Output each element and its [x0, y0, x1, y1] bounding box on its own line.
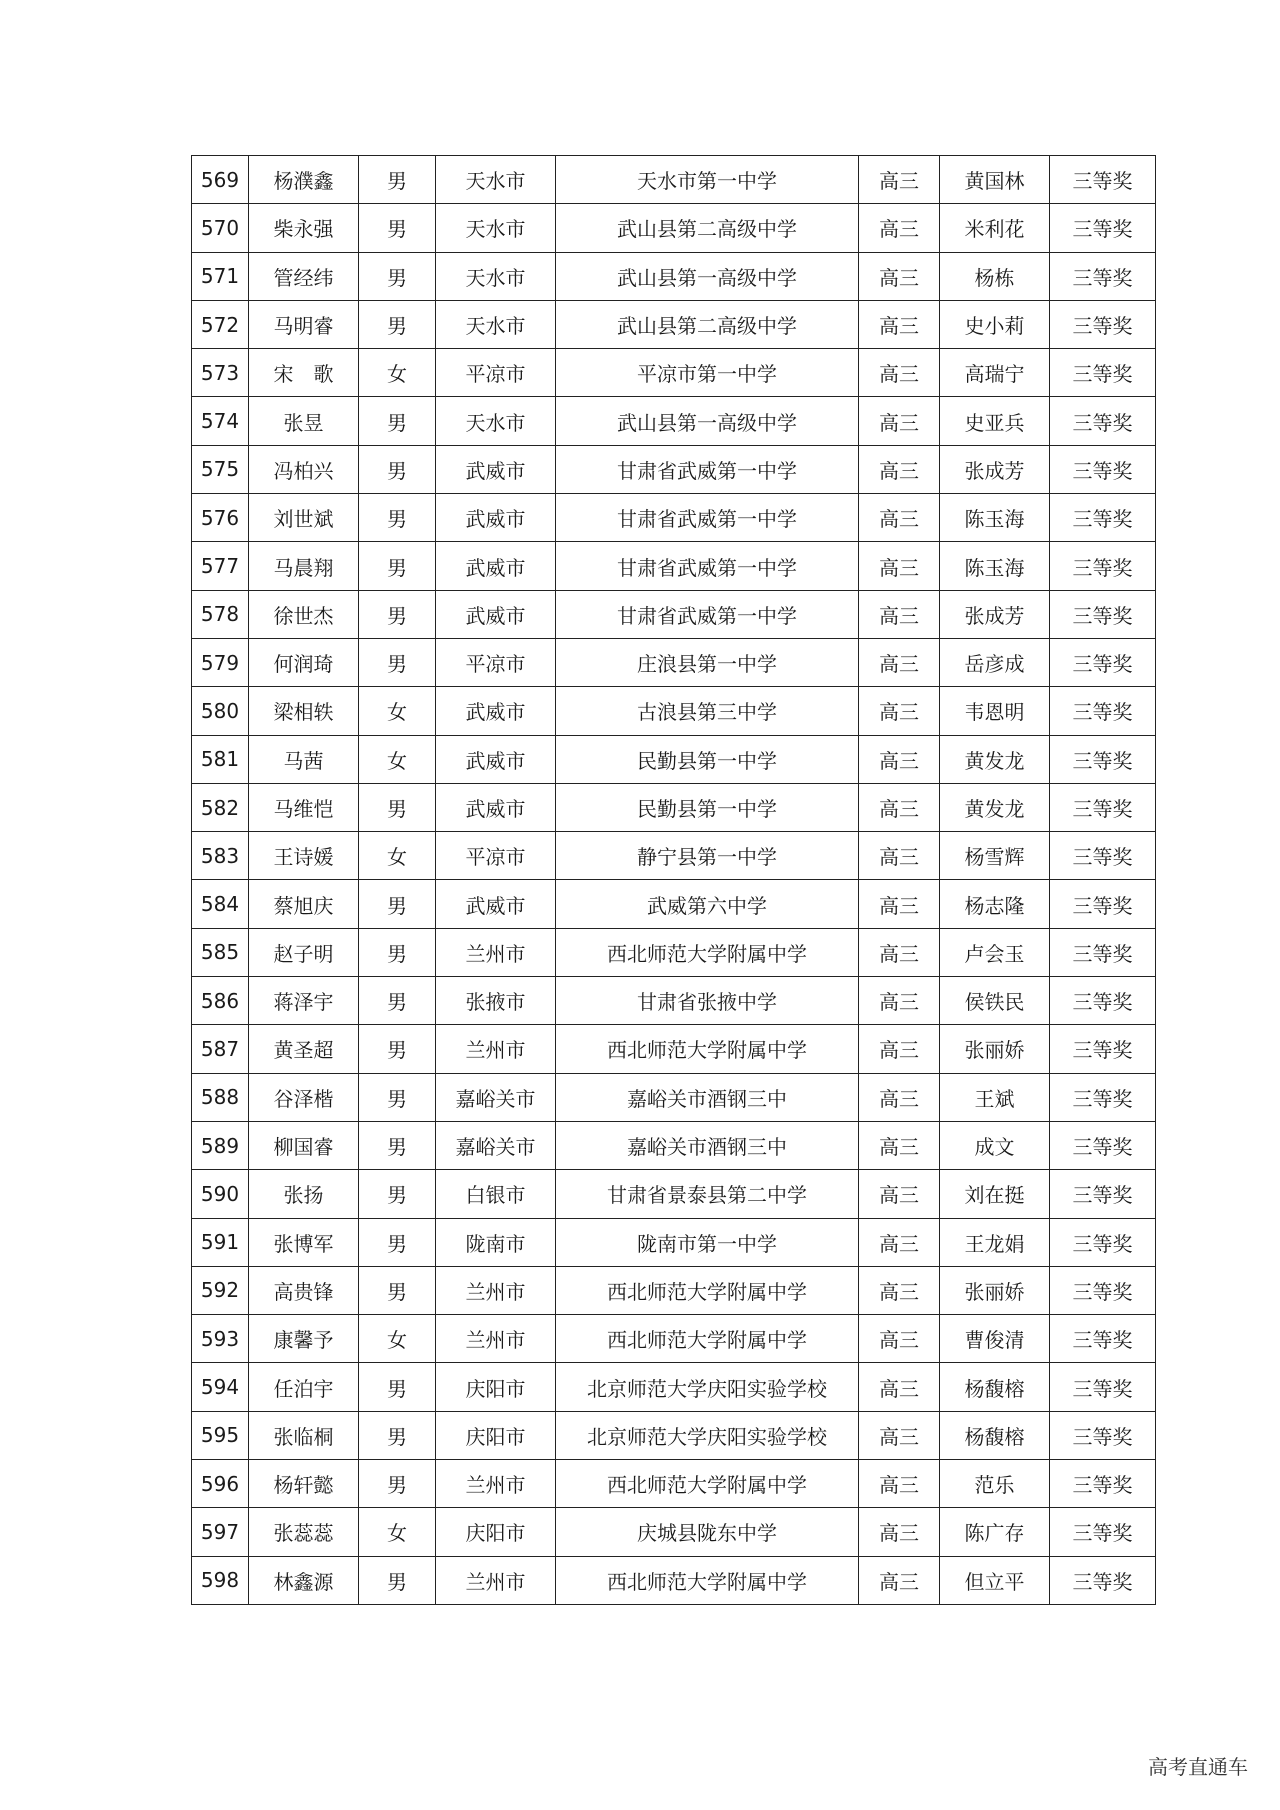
cell-gender: 男: [359, 252, 436, 300]
cell-grade: 高三: [859, 1556, 940, 1604]
cell-grade: 高三: [859, 1315, 940, 1363]
cell-school: 民勤县第一中学: [556, 735, 859, 783]
cell-gender: 男: [359, 590, 436, 638]
cell-award: 三等奖: [1050, 445, 1156, 493]
cell-name: 黄圣超: [249, 1025, 359, 1073]
cell-index: 586: [192, 977, 249, 1025]
cell-gender: 男: [359, 1170, 436, 1218]
cell-name: 徐世杰: [249, 590, 359, 638]
cell-name: 马明睿: [249, 300, 359, 348]
cell-award: 三等奖: [1050, 1556, 1156, 1604]
table-row: [192, 832, 1156, 880]
cell-grade: 高三: [859, 445, 940, 493]
cell-award: 三等奖: [1050, 1121, 1156, 1169]
cell-city: 兰州市: [436, 928, 556, 976]
cell-school: 甘肃省武威第一中学: [556, 542, 859, 590]
cell-name: 宋 歌: [249, 349, 359, 397]
cell-grade: 高三: [859, 1073, 940, 1121]
cell-teacher: 黄发龙: [940, 783, 1050, 831]
cell-city: 武威市: [436, 735, 556, 783]
cell-index: 581: [192, 735, 249, 783]
cell-gender: 男: [359, 1363, 436, 1411]
cell-award: 三等奖: [1050, 1025, 1156, 1073]
cell-grade: 高三: [859, 1121, 940, 1169]
table-row: [192, 349, 1156, 397]
cell-city: 嘉峪关市: [436, 1073, 556, 1121]
table-row: [192, 204, 1156, 252]
cell-school: 武山县第一高级中学: [556, 252, 859, 300]
cell-school: 嘉峪关市酒钢三中: [556, 1121, 859, 1169]
cell-grade: 高三: [859, 1025, 940, 1073]
cell-grade: 高三: [859, 1363, 940, 1411]
cell-city: 平凉市: [436, 832, 556, 880]
cell-award: 三等奖: [1050, 252, 1156, 300]
cell-city: 陇南市: [436, 1218, 556, 1266]
cell-school: 西北师范大学附属中学: [556, 928, 859, 976]
cell-school: 甘肃省武威第一中学: [556, 445, 859, 493]
cell-award: 三等奖: [1050, 542, 1156, 590]
cell-teacher: 王斌: [940, 1073, 1050, 1121]
table-row: [192, 783, 1156, 831]
cell-index: 585: [192, 928, 249, 976]
cell-index: 590: [192, 1170, 249, 1218]
cell-name: 刘世斌: [249, 494, 359, 542]
cell-teacher: 王龙娟: [940, 1218, 1050, 1266]
cell-grade: 高三: [859, 928, 940, 976]
cell-name: 高贵锋: [249, 1266, 359, 1314]
table-row: [192, 1363, 1156, 1411]
cell-name: 梁相轶: [249, 687, 359, 735]
cell-index: 595: [192, 1411, 249, 1459]
cell-index: 587: [192, 1025, 249, 1073]
cell-teacher: 侯铁民: [940, 977, 1050, 1025]
cell-award: 三等奖: [1050, 1218, 1156, 1266]
table-row: [192, 1218, 1156, 1266]
table-row: [192, 590, 1156, 638]
cell-grade: 高三: [859, 1411, 940, 1459]
cell-grade: 高三: [859, 252, 940, 300]
cell-index: 593: [192, 1315, 249, 1363]
cell-award: 三等奖: [1050, 880, 1156, 928]
awards-table: [191, 155, 1156, 1605]
cell-gender: 男: [359, 638, 436, 686]
cell-teacher: 杨栋: [940, 252, 1050, 300]
cell-gender: 女: [359, 1508, 436, 1556]
cell-teacher: 米利花: [940, 204, 1050, 252]
cell-index: 580: [192, 687, 249, 735]
cell-school: 甘肃省景泰县第二中学: [556, 1170, 859, 1218]
cell-city: 兰州市: [436, 1315, 556, 1363]
cell-gender: 男: [359, 494, 436, 542]
cell-teacher: 成文: [940, 1121, 1050, 1169]
watermark-text: 高考直通车: [1148, 1755, 1248, 1779]
cell-award: 三等奖: [1050, 1073, 1156, 1121]
cell-city: 兰州市: [436, 1266, 556, 1314]
cell-name: 何润琦: [249, 638, 359, 686]
table-row: [192, 1315, 1156, 1363]
cell-award: 三等奖: [1050, 638, 1156, 686]
table-row: [192, 687, 1156, 735]
cell-name: 管经纬: [249, 252, 359, 300]
table-row: [192, 1508, 1156, 1556]
cell-city: 庆阳市: [436, 1411, 556, 1459]
cell-grade: 高三: [859, 832, 940, 880]
cell-gender: 男: [359, 156, 436, 204]
table-row: [192, 156, 1156, 204]
cell-grade: 高三: [859, 542, 940, 590]
cell-city: 白银市: [436, 1170, 556, 1218]
cell-index: 570: [192, 204, 249, 252]
cell-index: 572: [192, 300, 249, 348]
cell-city: 天水市: [436, 397, 556, 445]
cell-award: 三等奖: [1050, 590, 1156, 638]
cell-school: 武山县第一高级中学: [556, 397, 859, 445]
table-row: [192, 977, 1156, 1025]
cell-grade: 高三: [859, 1218, 940, 1266]
cell-gender: 男: [359, 880, 436, 928]
cell-city: 庆阳市: [436, 1508, 556, 1556]
cell-school: 嘉峪关市酒钢三中: [556, 1073, 859, 1121]
table-row: [192, 1170, 1156, 1218]
cell-grade: 高三: [859, 880, 940, 928]
cell-gender: 男: [359, 300, 436, 348]
cell-gender: 男: [359, 445, 436, 493]
cell-school: 平凉市第一中学: [556, 349, 859, 397]
cell-teacher: 陈广存: [940, 1508, 1050, 1556]
cell-school: 庆城县陇东中学: [556, 1508, 859, 1556]
cell-teacher: 陈玉海: [940, 494, 1050, 542]
cell-name: 冯柏兴: [249, 445, 359, 493]
cell-city: 平凉市: [436, 638, 556, 686]
table-row: [192, 928, 1156, 976]
cell-index: 579: [192, 638, 249, 686]
cell-award: 三等奖: [1050, 300, 1156, 348]
table-row: [192, 252, 1156, 300]
cell-school: 庄浪县第一中学: [556, 638, 859, 686]
cell-name: 蒋泽宇: [249, 977, 359, 1025]
cell-school: 西北师范大学附属中学: [556, 1460, 859, 1508]
cell-name: 马维恺: [249, 783, 359, 831]
cell-gender: 男: [359, 1556, 436, 1604]
cell-teacher: 但立平: [940, 1556, 1050, 1604]
table-row: [192, 1073, 1156, 1121]
cell-name: 张蕊蕊: [249, 1508, 359, 1556]
cell-school: 武威第六中学: [556, 880, 859, 928]
cell-teacher: 高瑞宁: [940, 349, 1050, 397]
cell-teacher: 杨馥榕: [940, 1411, 1050, 1459]
table-row: [192, 445, 1156, 493]
cell-gender: 男: [359, 204, 436, 252]
cell-school: 西北师范大学附属中学: [556, 1315, 859, 1363]
cell-city: 武威市: [436, 494, 556, 542]
cell-grade: 高三: [859, 1508, 940, 1556]
table-row: [192, 300, 1156, 348]
cell-gender: 女: [359, 832, 436, 880]
cell-gender: 男: [359, 977, 436, 1025]
cell-award: 三等奖: [1050, 156, 1156, 204]
cell-award: 三等奖: [1050, 783, 1156, 831]
cell-city: 武威市: [436, 542, 556, 590]
cell-gender: 男: [359, 1266, 436, 1314]
cell-name: 张博军: [249, 1218, 359, 1266]
cell-index: 569: [192, 156, 249, 204]
cell-school: 西北师范大学附属中学: [556, 1025, 859, 1073]
cell-name: 柳国睿: [249, 1121, 359, 1169]
cell-city: 天水市: [436, 204, 556, 252]
cell-city: 兰州市: [436, 1460, 556, 1508]
cell-gender: 女: [359, 1315, 436, 1363]
cell-award: 三等奖: [1050, 1460, 1156, 1508]
cell-city: 武威市: [436, 445, 556, 493]
cell-city: 嘉峪关市: [436, 1121, 556, 1169]
cell-school: 北京师范大学庆阳实验学校: [556, 1411, 859, 1459]
cell-city: 兰州市: [436, 1556, 556, 1604]
cell-grade: 高三: [859, 638, 940, 686]
cell-city: 张掖市: [436, 977, 556, 1025]
cell-teacher: 史小莉: [940, 300, 1050, 348]
cell-teacher: 杨雪辉: [940, 832, 1050, 880]
cell-school: 武山县第二高级中学: [556, 204, 859, 252]
cell-city: 平凉市: [436, 349, 556, 397]
cell-index: 583: [192, 832, 249, 880]
cell-grade: 高三: [859, 156, 940, 204]
cell-grade: 高三: [859, 783, 940, 831]
cell-teacher: 史亚兵: [940, 397, 1050, 445]
cell-name: 张扬: [249, 1170, 359, 1218]
cell-award: 三等奖: [1050, 1266, 1156, 1314]
cell-grade: 高三: [859, 977, 940, 1025]
cell-award: 三等奖: [1050, 977, 1156, 1025]
cell-school: 甘肃省武威第一中学: [556, 590, 859, 638]
cell-award: 三等奖: [1050, 928, 1156, 976]
cell-grade: 高三: [859, 735, 940, 783]
cell-teacher: 曹俊清: [940, 1315, 1050, 1363]
cell-city: 天水市: [436, 156, 556, 204]
cell-teacher: 黄国林: [940, 156, 1050, 204]
cell-grade: 高三: [859, 300, 940, 348]
cell-index: 582: [192, 783, 249, 831]
table-row: [192, 735, 1156, 783]
table-row: [192, 1266, 1156, 1314]
table-row: [192, 1025, 1156, 1073]
cell-gender: 男: [359, 783, 436, 831]
cell-award: 三等奖: [1050, 1363, 1156, 1411]
cell-grade: 高三: [859, 397, 940, 445]
cell-name: 林鑫源: [249, 1556, 359, 1604]
cell-teacher: 刘在挺: [940, 1170, 1050, 1218]
cell-grade: 高三: [859, 494, 940, 542]
cell-school: 甘肃省武威第一中学: [556, 494, 859, 542]
cell-index: 571: [192, 252, 249, 300]
cell-school: 北京师范大学庆阳实验学校: [556, 1363, 859, 1411]
cell-city: 武威市: [436, 880, 556, 928]
table-row: [192, 542, 1156, 590]
cell-award: 三等奖: [1050, 494, 1156, 542]
cell-name: 康馨予: [249, 1315, 359, 1363]
cell-name: 任泊宇: [249, 1363, 359, 1411]
table-row: [192, 494, 1156, 542]
cell-name: 马茜: [249, 735, 359, 783]
cell-gender: 男: [359, 1460, 436, 1508]
cell-school: 武山县第二高级中学: [556, 300, 859, 348]
cell-name: 张临桐: [249, 1411, 359, 1459]
cell-city: 兰州市: [436, 1025, 556, 1073]
cell-index: 573: [192, 349, 249, 397]
cell-award: 三等奖: [1050, 735, 1156, 783]
cell-index: 591: [192, 1218, 249, 1266]
cell-index: 592: [192, 1266, 249, 1314]
cell-grade: 高三: [859, 1266, 940, 1314]
cell-index: 584: [192, 880, 249, 928]
table-row: [192, 1556, 1156, 1604]
cell-grade: 高三: [859, 590, 940, 638]
cell-teacher: 黄发龙: [940, 735, 1050, 783]
cell-index: 589: [192, 1121, 249, 1169]
cell-name: 谷泽楷: [249, 1073, 359, 1121]
cell-teacher: 陈玉海: [940, 542, 1050, 590]
cell-city: 庆阳市: [436, 1363, 556, 1411]
cell-school: 天水市第一中学: [556, 156, 859, 204]
cell-teacher: 岳彦成: [940, 638, 1050, 686]
cell-award: 三等奖: [1050, 1315, 1156, 1363]
cell-school: 西北师范大学附属中学: [556, 1556, 859, 1604]
cell-city: 武威市: [436, 590, 556, 638]
cell-city: 武威市: [436, 687, 556, 735]
cell-gender: 男: [359, 1025, 436, 1073]
cell-index: 576: [192, 494, 249, 542]
cell-grade: 高三: [859, 1170, 940, 1218]
cell-index: 598: [192, 1556, 249, 1604]
cell-city: 武威市: [436, 783, 556, 831]
cell-name: 柴永强: [249, 204, 359, 252]
cell-gender: 男: [359, 1121, 436, 1169]
cell-index: 588: [192, 1073, 249, 1121]
cell-gender: 男: [359, 542, 436, 590]
cell-city: 天水市: [436, 300, 556, 348]
table-row: [192, 638, 1156, 686]
table-row: [192, 1460, 1156, 1508]
cell-index: 577: [192, 542, 249, 590]
cell-name: 蔡旭庆: [249, 880, 359, 928]
cell-teacher: 杨志隆: [940, 880, 1050, 928]
cell-index: 597: [192, 1508, 249, 1556]
cell-teacher: 卢会玉: [940, 928, 1050, 976]
cell-award: 三等奖: [1050, 397, 1156, 445]
cell-grade: 高三: [859, 687, 940, 735]
cell-award: 三等奖: [1050, 349, 1156, 397]
cell-teacher: 张丽娇: [940, 1025, 1050, 1073]
cell-index: 578: [192, 590, 249, 638]
table-row: [192, 880, 1156, 928]
cell-school: 古浪县第三中学: [556, 687, 859, 735]
cell-gender: 男: [359, 1218, 436, 1266]
table-row: [192, 1411, 1156, 1459]
cell-school: 陇南市第一中学: [556, 1218, 859, 1266]
cell-award: 三等奖: [1050, 832, 1156, 880]
table-row: [192, 1121, 1156, 1169]
cell-index: 594: [192, 1363, 249, 1411]
cell-teacher: 杨馥榕: [940, 1363, 1050, 1411]
cell-grade: 高三: [859, 349, 940, 397]
cell-index: 574: [192, 397, 249, 445]
cell-award: 三等奖: [1050, 1508, 1156, 1556]
cell-award: 三等奖: [1050, 1170, 1156, 1218]
cell-school: 民勤县第一中学: [556, 783, 859, 831]
table-row: [192, 397, 1156, 445]
cell-school: 西北师范大学附属中学: [556, 1266, 859, 1314]
cell-name: 赵子明: [249, 928, 359, 976]
cell-award: 三等奖: [1050, 687, 1156, 735]
cell-index: 596: [192, 1460, 249, 1508]
awards-table-body: [192, 156, 1156, 1605]
cell-grade: 高三: [859, 1460, 940, 1508]
cell-gender: 男: [359, 397, 436, 445]
cell-gender: 男: [359, 928, 436, 976]
cell-city: 天水市: [436, 252, 556, 300]
cell-name: 张昱: [249, 397, 359, 445]
cell-school: 静宁县第一中学: [556, 832, 859, 880]
cell-teacher: 张丽娇: [940, 1266, 1050, 1314]
cell-gender: 男: [359, 1073, 436, 1121]
cell-school: 甘肃省张掖中学: [556, 977, 859, 1025]
cell-gender: 女: [359, 735, 436, 783]
cell-index: 575: [192, 445, 249, 493]
cell-name: 杨轩懿: [249, 1460, 359, 1508]
cell-name: 马晨翔: [249, 542, 359, 590]
cell-name: 王诗媛: [249, 832, 359, 880]
cell-teacher: 范乐: [940, 1460, 1050, 1508]
cell-grade: 高三: [859, 204, 940, 252]
cell-award: 三等奖: [1050, 1411, 1156, 1459]
cell-gender: 女: [359, 349, 436, 397]
cell-gender: 男: [359, 1411, 436, 1459]
cell-teacher: 张成芳: [940, 445, 1050, 493]
cell-teacher: 韦恩明: [940, 687, 1050, 735]
cell-name: 杨濮鑫: [249, 156, 359, 204]
cell-gender: 女: [359, 687, 436, 735]
cell-award: 三等奖: [1050, 204, 1156, 252]
cell-teacher: 张成芳: [940, 590, 1050, 638]
